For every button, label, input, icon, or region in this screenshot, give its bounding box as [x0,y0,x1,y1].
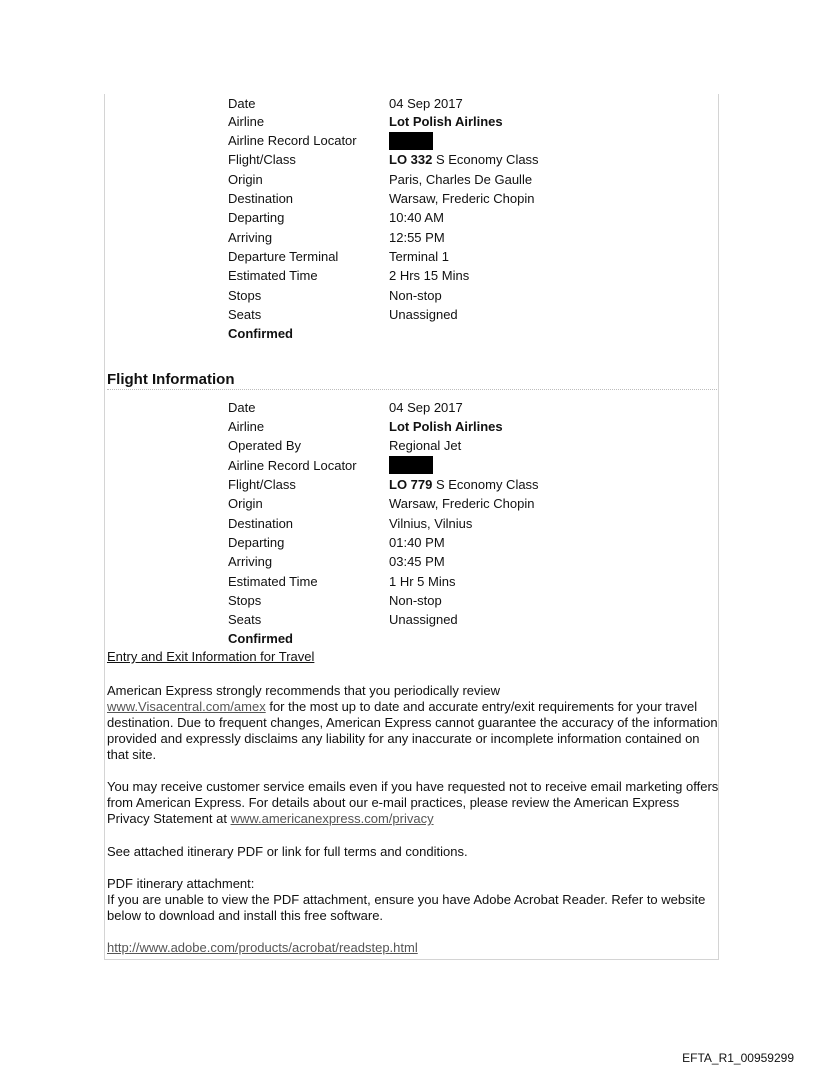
value-date: 04 Sep 2017 [389,400,463,415]
privacy-link[interactable]: www.americanexpress.com/privacy [230,811,434,826]
terms-paragraph: See attached itinerary PDF or link for full terms and conditions. [107,844,468,859]
label-origin: Origin [228,172,263,187]
flight-class: S Economy Class [432,152,539,167]
value-arriving: 12:55 PM [389,230,445,245]
value-seats: Unassigned [389,612,458,627]
label-airline: Airline [228,114,265,129]
label-stops: Stops [228,288,262,303]
label-seats: Seats [228,307,262,322]
section-title-flight-information: Flight Information [107,370,717,390]
value-stops: Non-stop [389,593,442,608]
visacentral-link[interactable]: www.Visacentral.com/amex [107,699,266,714]
label-estimated-time: Estimated Time [228,574,318,589]
label-record-locator: Airline Record Locator [228,133,357,148]
value-stops: Non-stop [389,288,442,303]
value-airline: Lot Polish Airlines [389,419,503,434]
value-estimated-time: 1 Hr 5 Mins [389,574,456,589]
value-departure-terminal: Terminal 1 [389,249,449,264]
value-origin: Warsaw, Frederic Chopin [389,496,535,511]
label-flight-class: Flight/Class [228,477,296,492]
record-locator-redaction [389,456,433,474]
p1-body: for the most up to date and accurate entry/exit requirements for your travel destination. Due to frequent changes, American Express cannot guarantee the accuracy of the information provided and expressly disclaims any liability for any inaccurate or incomplete information contained on that site. [107,699,718,762]
label-date: Date [228,96,256,111]
label-departure-terminal: Departure Terminal [228,249,339,264]
value-flight-class [389,476,539,494]
adobe-link-paragraph [107,940,719,956]
label-seats: Seats [228,612,262,627]
pdf-paragraph [107,876,719,924]
value-airline: Lot Polish Airlines [389,114,503,129]
value-estimated-time: 2 Hrs 15 Mins [389,268,470,283]
value-date: 04 Sep 2017 [389,96,463,111]
value-destination: Warsaw, Frederic Chopin [389,191,535,206]
label-destination: Destination [228,516,294,531]
value-departing: 01:40 PM [389,535,445,550]
value-seats: Unassigned [389,307,458,322]
label-departing: Departing [228,535,285,550]
flight-class: S Economy Class [432,477,539,492]
pdf-body: If you are unable to view the PDF attachment, ensure you have Adobe Acrobat Reader. Refer to website below to download and install this free software. [107,892,706,923]
flight-number: LO 779 [389,477,433,492]
label-estimated-time: Estimated Time [228,268,318,283]
document-id: EFTA_R1_00959299 [682,1051,794,1065]
label-origin: Origin [228,496,263,511]
entry-exit-heading: Entry and Exit Information for Travel [107,649,315,664]
value-destination: Vilnius, Vilnius [389,516,473,531]
flight-number: LO 332 [389,152,433,167]
status-confirmed: Confirmed [228,631,293,646]
label-stops: Stops [228,593,262,608]
entry-exit-paragraph [107,683,719,763]
label-record-locator: Airline Record Locator [228,458,357,473]
label-flight-class: Flight/Class [228,152,296,167]
label-departing: Departing [228,210,285,225]
p1-intro: American Express strongly recommends that you periodically review [107,683,501,698]
label-airline: Airline [228,419,265,434]
value-arriving: 03:45 PM [389,554,445,569]
value-operated-by: Regional Jet [389,438,462,453]
label-arriving: Arriving [228,554,273,569]
value-departing: 10:40 AM [389,210,444,225]
email-practices-paragraph [107,779,719,827]
pdf-heading: PDF itinerary attachment: [107,876,255,891]
record-locator-redaction [389,132,433,150]
value-flight-class [389,151,539,169]
label-destination: Destination [228,191,294,206]
value-origin: Paris, Charles De Gaulle [389,172,533,187]
p2-body: You may receive customer service emails even if you have requested not to receive email marketing offers from American Express. For details about our e-mail practices, please review the American Express Privacy Statement at [107,779,719,826]
status-confirmed: Confirmed [228,326,293,341]
label-date: Date [228,400,256,415]
label-arriving: Arriving [228,230,273,245]
adobe-link[interactable]: http://www.adobe.com/products/acrobat/readstep.html [107,940,418,955]
label-operated-by: Operated By [228,438,301,453]
